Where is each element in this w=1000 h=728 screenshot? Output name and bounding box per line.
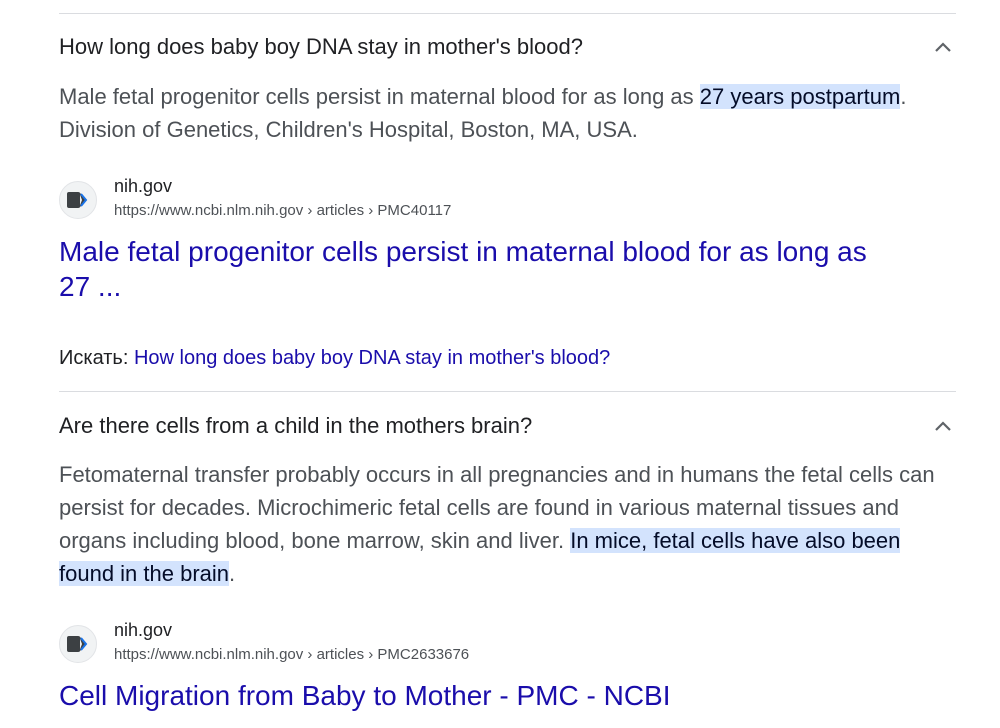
faq-answer-1-text: Male fetal progenitor cells persist in maternal blood for as long as bbox=[59, 84, 700, 109]
faq-question-2-text: Are there cells from a child in the mothers brain? bbox=[59, 413, 533, 438]
source-1-name: nih.gov bbox=[114, 176, 173, 196]
search-suggestion bbox=[59, 347, 610, 370]
source-1[interactable] bbox=[59, 175, 451, 221]
faq-answer-2-tail: . bbox=[229, 561, 236, 586]
faq-answer-2 bbox=[59, 458, 959, 590]
faq-answer-2-text: Fetomaternal transfer probably occurs in all pregnancies and in humans the fetal cells can persist for decades. Microchimeric fetal cells are found in various maternal tissues and organs including blood, bone marrow, skin and liver. bbox=[59, 462, 935, 553]
faq-answer-1-tail: . Division of Genetics, Children's Hospital, Boston, MA, USA. bbox=[59, 84, 907, 142]
chevron-up-icon[interactable] bbox=[930, 34, 956, 60]
chevron-up-icon[interactable] bbox=[930, 413, 956, 439]
faq-question-1-text: How long does baby boy DNA stay in mother's blood? bbox=[59, 34, 583, 59]
search-prefix: Искать: bbox=[59, 347, 134, 369]
source-2[interactable] bbox=[59, 619, 469, 665]
result-title-link-1[interactable]: Male fetal progenitor cells persist in maternal blood for as long as 27 ... bbox=[59, 236, 867, 302]
divider-2 bbox=[59, 391, 956, 392]
source-2-url: https://www.ncbi.nlm.nih.gov › articles › PMC2633676 bbox=[114, 646, 470, 663]
faq-answer-2-highlight: In mice, fetal cells have also been found in the brain bbox=[59, 528, 901, 586]
faq-answer-1-highlight: 27 years postpartum bbox=[699, 84, 901, 109]
search-suggestion-link[interactable]: How long does baby boy DNA stay in mother's blood? bbox=[133, 347, 611, 369]
faq-question-2[interactable] bbox=[59, 411, 956, 441]
result-title-link-2[interactable]: Cell Migration from Baby to Mother - PMC - NCBI bbox=[59, 680, 671, 711]
nih-favicon-icon bbox=[59, 181, 97, 219]
source-1-url: https://www.ncbi.nlm.nih.gov › articles › PMC40117 bbox=[114, 202, 452, 219]
divider-top bbox=[59, 13, 956, 14]
nih-favicon-icon bbox=[59, 625, 97, 663]
source-2-name: nih.gov bbox=[114, 620, 173, 640]
faq-question-1[interactable] bbox=[59, 32, 956, 62]
faq-answer-1 bbox=[59, 80, 959, 146]
